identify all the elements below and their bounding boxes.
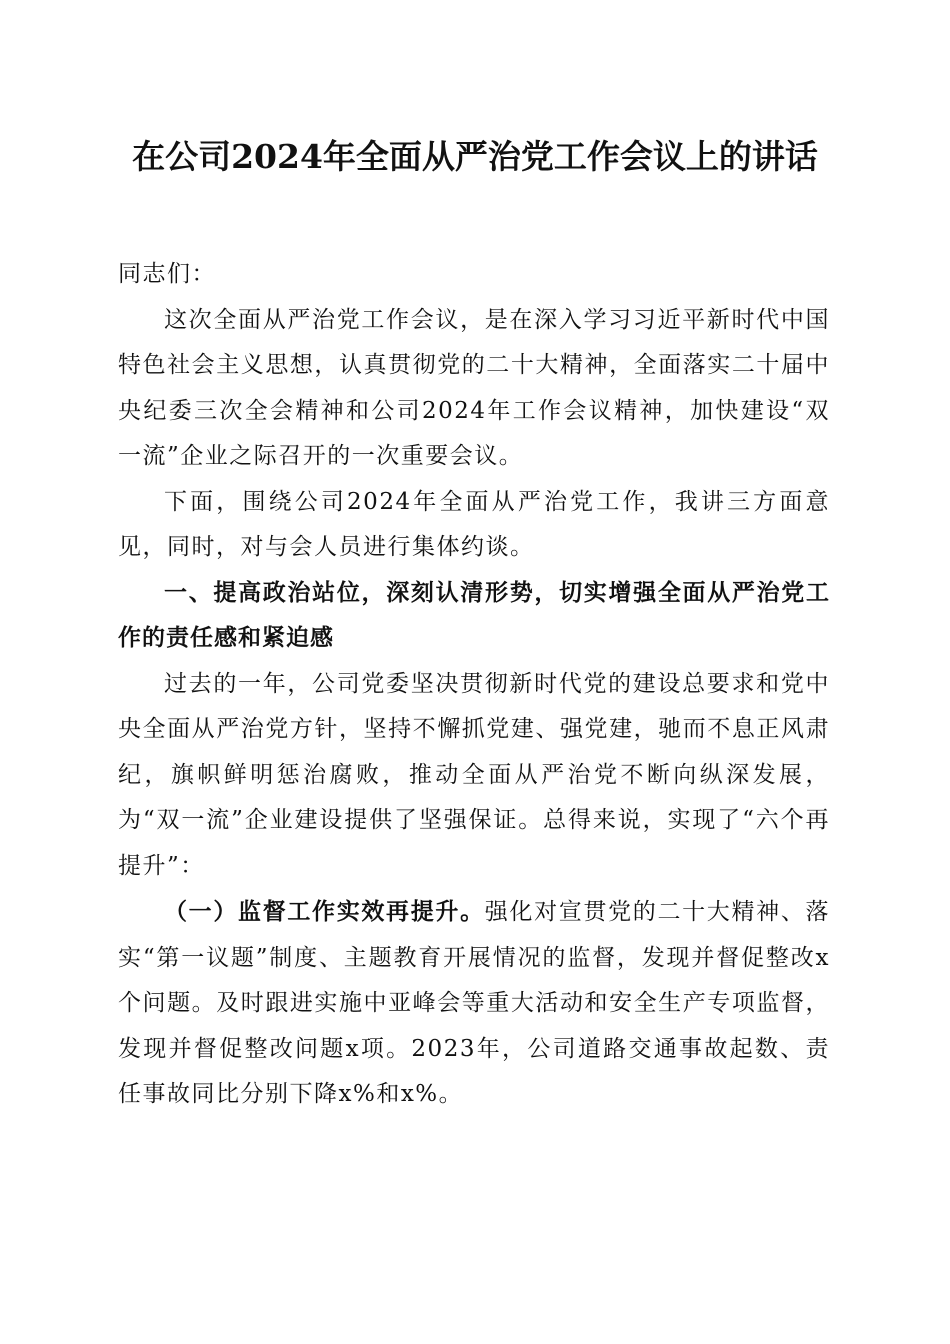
section-heading-1: 一、提高政治站位，深刻认清形势，切实增强全面从严治党工作的责任感和紧迫感 (118, 579, 830, 651)
document-title: 在公司2024年全面从严治党工作会议上的讲话 (132, 137, 818, 176)
section1-intro: 过去的一年，公司党委坚决贯彻新时代党的建设总要求和党中央全面从严治党方针，坚持不懈抓党建、强党建，驰而不息正风肃纪，旗帜鲜明惩治腐败，推动全面从严治党不断向纵深发展，为“双一流”企业建设提供了坚强保证。总得来说，实现了“六个再提升”： (118, 670, 830, 879)
item-1-lead: （一）监督工作实效再提升。 (164, 898, 485, 925)
paragraph-outline: 下面，围绕公司2024年全面从严治党工作，我讲三方面意见，同时，对与会人员进行集体约谈。 (118, 488, 830, 560)
paragraph-opening: 这次全面从严治党工作会议，是在深入学习习近平新时代中国特色社会主义思想，认真贯彻党的二十大精神，全面落实二十届中央纪委三次全会精神和公司2024年工作会议精神，加快建设“双一流”企业之际召开的一次重要会议。 (118, 306, 830, 469)
section1-item-1 (118, 889, 830, 1118)
item-1-text: 强化对宣贯党的二十大精神、落实“第一议题”制度、主题教育开展情况的监督，发现并督促整改x个问题。及时跟进实施中亚峰会等重大活动和安全生产专项监督，发现并督促整改问题x项。2023年，公司道路交通事故起数、责任事故同比分别下降x%和x%。 (118, 899, 831, 1107)
document-body (118, 252, 830, 1118)
salutation: 同志们： (118, 261, 216, 287)
